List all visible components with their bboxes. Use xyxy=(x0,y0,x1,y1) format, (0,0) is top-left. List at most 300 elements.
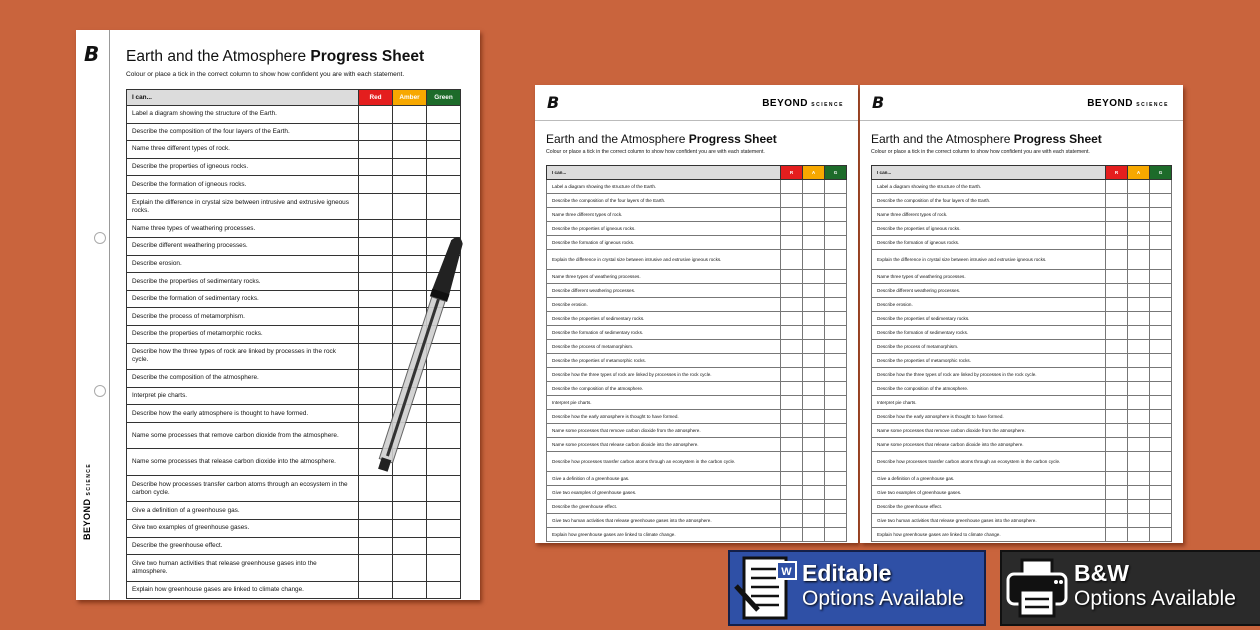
confidence-cell[interactable] xyxy=(1128,236,1150,250)
table-row xyxy=(547,396,847,410)
table-row xyxy=(127,502,461,520)
confidence-cell[interactable] xyxy=(825,326,847,340)
confidence-cell[interactable] xyxy=(1106,382,1128,396)
confidence-cell[interactable] xyxy=(1150,312,1172,326)
confidence-cell[interactable] xyxy=(1128,368,1150,382)
confidence-cell[interactable] xyxy=(1150,298,1172,312)
confidence-cell[interactable] xyxy=(1106,396,1128,410)
punch-hole xyxy=(94,385,106,397)
progress-table xyxy=(546,165,847,542)
confidence-cell[interactable] xyxy=(803,340,825,354)
table-row xyxy=(127,537,461,555)
statement-cell: Describe the greenhouse effect. xyxy=(872,500,1106,514)
brand-name: BEYOND SCIENCE xyxy=(1087,98,1169,109)
table-row xyxy=(127,176,461,194)
confidence-cell[interactable] xyxy=(1106,340,1128,354)
table-row xyxy=(872,472,1172,486)
table-row xyxy=(547,438,847,452)
confidence-cell[interactable] xyxy=(359,537,393,555)
col-header-a: A xyxy=(1128,166,1150,180)
confidence-cell[interactable] xyxy=(781,298,803,312)
confidence-cell[interactable] xyxy=(825,208,847,222)
word-badge: W xyxy=(781,566,792,578)
confidence-cell[interactable] xyxy=(1128,194,1150,208)
confidence-cell[interactable] xyxy=(825,354,847,368)
confidence-cell[interactable] xyxy=(803,500,825,514)
confidence-cell[interactable] xyxy=(803,452,825,472)
confidence-cell[interactable] xyxy=(803,396,825,410)
confidence-cell[interactable] xyxy=(825,396,847,410)
confidence-cell[interactable] xyxy=(1128,354,1150,368)
statement-cell: Name three different types of rock. xyxy=(127,141,359,159)
confidence-cell[interactable] xyxy=(803,472,825,486)
confidence-cell[interactable] xyxy=(803,410,825,424)
confidence-cell[interactable] xyxy=(781,472,803,486)
statement-cell: Describe the composition of the atmosphere. xyxy=(127,370,359,388)
confidence-cell[interactable] xyxy=(803,354,825,368)
statement-cell: Describe the greenhouse effect. xyxy=(547,500,781,514)
statement-cell: Explain the difference in crystal size between intrusive and extrusive igneous rocks. xyxy=(872,250,1106,270)
table-row xyxy=(872,396,1172,410)
statement-cell: Label a diagram showing the structure of the Earth. xyxy=(547,180,781,194)
confidence-cell[interactable] xyxy=(825,284,847,298)
col-header-g: G xyxy=(1150,166,1172,180)
confidence-cell[interactable] xyxy=(1150,410,1172,424)
confidence-cell[interactable] xyxy=(1128,298,1150,312)
statement-cell: Give a definition of a greenhouse gas. xyxy=(872,472,1106,486)
confidence-cell[interactable] xyxy=(781,438,803,452)
table-row xyxy=(872,528,1172,542)
table-row xyxy=(872,298,1172,312)
confidence-cell[interactable] xyxy=(393,123,427,141)
confidence-cell[interactable] xyxy=(1106,236,1128,250)
confidence-cell[interactable] xyxy=(1128,424,1150,438)
confidence-cell[interactable] xyxy=(803,270,825,284)
table-row xyxy=(872,312,1172,326)
table-row xyxy=(872,284,1172,298)
confidence-cell[interactable] xyxy=(1128,250,1150,270)
confidence-cell[interactable] xyxy=(825,472,847,486)
table-row xyxy=(127,555,461,582)
confidence-cell[interactable] xyxy=(781,452,803,472)
confidence-cell[interactable] xyxy=(1106,298,1128,312)
confidence-cell[interactable] xyxy=(393,520,427,538)
col-header-r: Red xyxy=(359,90,393,106)
confidence-cell[interactable] xyxy=(1150,472,1172,486)
confidence-cell[interactable] xyxy=(803,424,825,438)
confidence-cell[interactable] xyxy=(1106,452,1128,472)
statement-cell: Describe how processes transfer carbon atoms through an ecosystem in the carbon cycle. xyxy=(547,452,781,472)
confidence-cell[interactable] xyxy=(393,555,427,582)
confidence-cell[interactable] xyxy=(803,368,825,382)
table-row xyxy=(872,340,1172,354)
table-row xyxy=(547,222,847,236)
confidence-cell[interactable] xyxy=(781,410,803,424)
confidence-cell[interactable] xyxy=(427,555,461,582)
confidence-cell[interactable] xyxy=(1128,270,1150,284)
confidence-cell[interactable] xyxy=(825,298,847,312)
confidence-cell[interactable] xyxy=(803,528,825,542)
confidence-cell[interactable] xyxy=(1150,236,1172,250)
confidence-cell[interactable] xyxy=(1128,472,1150,486)
statement-cell: Describe how the early atmosphere is thought to have formed. xyxy=(127,405,359,423)
statement-cell: Name some processes that remove carbon dioxide from the atmosphere. xyxy=(127,422,359,449)
beyond-logo: B xyxy=(84,42,100,66)
statement-cell: Describe the process of metamorphism. xyxy=(127,308,359,326)
confidence-cell[interactable] xyxy=(825,222,847,236)
confidence-cell[interactable] xyxy=(781,396,803,410)
confidence-cell[interactable] xyxy=(393,176,427,194)
confidence-cell[interactable] xyxy=(1150,354,1172,368)
statement-cell: Name some processes that release carbon dioxide into the atmosphere. xyxy=(872,438,1106,452)
confidence-cell[interactable] xyxy=(781,236,803,250)
table-row xyxy=(872,326,1172,340)
confidence-cell[interactable] xyxy=(781,368,803,382)
confidence-cell[interactable] xyxy=(1128,222,1150,236)
confidence-cell[interactable] xyxy=(427,193,461,220)
statement-cell: Give two examples of greenhouse gases. xyxy=(127,520,359,538)
confidence-cell[interactable] xyxy=(825,194,847,208)
confidence-cell[interactable] xyxy=(359,581,393,599)
confidence-cell[interactable] xyxy=(1150,500,1172,514)
confidence-cell[interactable] xyxy=(825,438,847,452)
table-row xyxy=(547,354,847,368)
confidence-cell[interactable] xyxy=(1106,354,1128,368)
table-row xyxy=(547,312,847,326)
confidence-cell[interactable] xyxy=(1150,514,1172,528)
editable-options-banner[interactable] xyxy=(728,550,986,626)
confidence-cell[interactable] xyxy=(1150,208,1172,222)
table-row xyxy=(872,368,1172,382)
confidence-cell[interactable] xyxy=(1150,438,1172,452)
confidence-cell[interactable] xyxy=(825,500,847,514)
statement-cell: Name some processes that remove carbon dioxide from the atmosphere. xyxy=(872,424,1106,438)
confidence-cell[interactable] xyxy=(1106,284,1128,298)
statement-cell: Give two human activities that release greenhouse gases into the atmosphere. xyxy=(127,555,359,582)
confidence-cell[interactable] xyxy=(1106,180,1128,194)
beyond-logo: B xyxy=(872,93,885,112)
confidence-cell[interactable] xyxy=(825,340,847,354)
confidence-cell[interactable] xyxy=(393,141,427,159)
pen-icon xyxy=(345,230,475,500)
statement-cell: Describe the properties of sedimentary rocks. xyxy=(872,312,1106,326)
confidence-cell[interactable] xyxy=(825,236,847,250)
confidence-cell[interactable] xyxy=(359,502,393,520)
confidence-cell[interactable] xyxy=(803,208,825,222)
statement-cell: Describe the formation of sedimentary rocks. xyxy=(127,290,359,308)
statement-cell: Describe the properties of igneous rocks. xyxy=(547,222,781,236)
confidence-cell[interactable] xyxy=(1106,410,1128,424)
statement-cell: Describe the formation of sedimentary rocks. xyxy=(547,326,781,340)
statement-cell: Give two examples of greenhouse gases. xyxy=(547,486,781,500)
table-row xyxy=(127,106,461,124)
progress-table xyxy=(871,165,1172,542)
confidence-cell[interactable] xyxy=(1128,180,1150,194)
statement-cell: Describe the formation of igneous rocks. xyxy=(872,236,1106,250)
confidence-cell[interactable] xyxy=(359,106,393,124)
confidence-cell[interactable] xyxy=(1150,180,1172,194)
confidence-cell[interactable] xyxy=(803,250,825,270)
worksheet-preview-landscape-left xyxy=(535,85,858,543)
confidence-cell[interactable] xyxy=(393,502,427,520)
table-header-row xyxy=(127,90,461,106)
confidence-cell[interactable] xyxy=(359,555,393,582)
confidence-cell[interactable] xyxy=(393,106,427,124)
confidence-cell[interactable] xyxy=(1106,368,1128,382)
confidence-cell[interactable] xyxy=(359,123,393,141)
confidence-cell[interactable] xyxy=(781,354,803,368)
table-row xyxy=(547,208,847,222)
confidence-cell[interactable] xyxy=(427,502,461,520)
confidence-cell[interactable] xyxy=(803,222,825,236)
confidence-cell[interactable] xyxy=(825,486,847,500)
confidence-cell[interactable] xyxy=(1150,528,1172,542)
col-header-g: Green xyxy=(427,90,461,106)
confidence-cell[interactable] xyxy=(803,486,825,500)
confidence-cell[interactable] xyxy=(1150,250,1172,270)
table-row xyxy=(547,368,847,382)
confidence-cell[interactable] xyxy=(427,520,461,538)
confidence-cell[interactable] xyxy=(1128,528,1150,542)
table-header-row xyxy=(872,166,1172,180)
confidence-cell[interactable] xyxy=(1128,326,1150,340)
confidence-cell[interactable] xyxy=(393,537,427,555)
confidence-cell[interactable] xyxy=(1128,514,1150,528)
confidence-cell[interactable] xyxy=(1150,382,1172,396)
confidence-cell[interactable] xyxy=(781,284,803,298)
confidence-cell[interactable] xyxy=(825,368,847,382)
bw-title: B&W xyxy=(1074,560,1129,586)
col-header-i-can: I can... xyxy=(872,166,1106,180)
statement-cell: Describe the process of metamorphism. xyxy=(547,340,781,354)
confidence-cell[interactable] xyxy=(825,528,847,542)
confidence-cell[interactable] xyxy=(803,180,825,194)
confidence-cell[interactable] xyxy=(1106,222,1128,236)
confidence-cell[interactable] xyxy=(825,250,847,270)
col-header-r: R xyxy=(781,166,803,180)
confidence-cell[interactable] xyxy=(1106,312,1128,326)
statement-cell: Give two examples of greenhouse gases. xyxy=(872,486,1106,500)
confidence-cell[interactable] xyxy=(825,452,847,472)
confidence-cell[interactable] xyxy=(781,312,803,326)
confidence-cell[interactable] xyxy=(1128,410,1150,424)
statement-cell: Describe the formation of igneous rocks. xyxy=(547,236,781,250)
confidence-cell[interactable] xyxy=(427,141,461,159)
confidence-cell[interactable] xyxy=(825,410,847,424)
confidence-cell[interactable] xyxy=(1106,326,1128,340)
statement-cell: Explain the difference in crystal size between intrusive and extrusive igneous rocks. xyxy=(127,193,359,220)
margin-line xyxy=(109,30,110,600)
table-row xyxy=(547,340,847,354)
statement-cell: Describe the formation of sedimentary rocks. xyxy=(872,326,1106,340)
confidence-cell[interactable] xyxy=(781,326,803,340)
sheet-header xyxy=(860,85,1183,121)
confidence-cell[interactable] xyxy=(1150,222,1172,236)
table-row xyxy=(872,180,1172,194)
confidence-cell[interactable] xyxy=(825,382,847,396)
statement-cell: Describe how the early atmosphere is thought to have formed. xyxy=(872,410,1106,424)
confidence-cell[interactable] xyxy=(803,438,825,452)
confidence-cell[interactable] xyxy=(825,270,847,284)
confidence-cell[interactable] xyxy=(781,500,803,514)
confidence-cell[interactable] xyxy=(359,176,393,194)
confidence-cell[interactable] xyxy=(393,158,427,176)
confidence-cell[interactable] xyxy=(781,514,803,528)
statement-cell: Explain the difference in crystal size between intrusive and extrusive igneous rocks. xyxy=(547,250,781,270)
confidence-cell[interactable] xyxy=(1128,382,1150,396)
confidence-cell[interactable] xyxy=(1128,208,1150,222)
confidence-cell[interactable] xyxy=(1150,396,1172,410)
confidence-cell[interactable] xyxy=(825,424,847,438)
confidence-cell[interactable] xyxy=(1150,194,1172,208)
confidence-cell[interactable] xyxy=(1128,312,1150,326)
statement-cell: Interpret pie charts. xyxy=(547,396,781,410)
confidence-cell[interactable] xyxy=(1150,270,1172,284)
confidence-cell[interactable] xyxy=(781,486,803,500)
confidence-cell[interactable] xyxy=(1106,500,1128,514)
table-row xyxy=(547,528,847,542)
confidence-cell[interactable] xyxy=(781,270,803,284)
confidence-cell[interactable] xyxy=(1128,438,1150,452)
editable-document-icon xyxy=(732,554,800,624)
confidence-cell[interactable] xyxy=(359,141,393,159)
table-row xyxy=(547,472,847,486)
statement-cell: Describe erosion. xyxy=(547,298,781,312)
confidence-cell[interactable] xyxy=(1150,368,1172,382)
confidence-cell[interactable] xyxy=(1150,284,1172,298)
statement-cell: Name three types of weathering processes. xyxy=(127,220,359,238)
table-row xyxy=(872,208,1172,222)
confidence-cell[interactable] xyxy=(1106,424,1128,438)
statement-cell: Describe the properties of sedimentary rocks. xyxy=(127,273,359,291)
confidence-cell[interactable] xyxy=(781,180,803,194)
col-header-i-can: I can... xyxy=(547,166,781,180)
confidence-cell[interactable] xyxy=(803,236,825,250)
confidence-cell[interactable] xyxy=(781,340,803,354)
col-header-r: R xyxy=(1106,166,1128,180)
bw-options-banner[interactable] xyxy=(1000,550,1260,626)
confidence-cell[interactable] xyxy=(825,514,847,528)
confidence-cell[interactable] xyxy=(1128,396,1150,410)
confidence-cell[interactable] xyxy=(1128,500,1150,514)
page-title: Earth and the Atmosphere Progress Sheet xyxy=(546,132,777,146)
statement-cell: Name three different types of rock. xyxy=(547,208,781,222)
confidence-cell[interactable] xyxy=(427,176,461,194)
table-row xyxy=(127,123,461,141)
confidence-cell[interactable] xyxy=(1106,194,1128,208)
table-row xyxy=(547,194,847,208)
statement-cell: Describe how the early atmosphere is thought to have formed. xyxy=(547,410,781,424)
confidence-cell[interactable] xyxy=(803,514,825,528)
confidence-cell[interactable] xyxy=(1106,486,1128,500)
table-row xyxy=(872,438,1172,452)
instructions: Colour or place a tick in the correct column to show how confident you are with each statement. xyxy=(546,149,765,155)
confidence-cell[interactable] xyxy=(393,193,427,220)
table-row xyxy=(547,284,847,298)
confidence-cell[interactable] xyxy=(1106,528,1128,542)
statement-cell: Name some processes that release carbon dioxide into the atmosphere. xyxy=(547,438,781,452)
table-row xyxy=(547,270,847,284)
confidence-cell[interactable] xyxy=(393,581,427,599)
statement-cell: Name three types of weathering processes. xyxy=(872,270,1106,284)
statement-cell: Describe the composition of the four layers of the Earth. xyxy=(127,123,359,141)
confidence-cell[interactable] xyxy=(1150,424,1172,438)
table-row xyxy=(127,581,461,599)
confidence-cell[interactable] xyxy=(359,193,393,220)
statement-cell: Explain how greenhouse gases are linked to climate change. xyxy=(127,581,359,599)
confidence-cell[interactable] xyxy=(359,520,393,538)
confidence-cell[interactable] xyxy=(781,208,803,222)
confidence-cell[interactable] xyxy=(427,537,461,555)
confidence-cell[interactable] xyxy=(803,298,825,312)
confidence-cell[interactable] xyxy=(1106,438,1128,452)
confidence-cell[interactable] xyxy=(427,158,461,176)
confidence-cell[interactable] xyxy=(1106,270,1128,284)
statement-cell: Describe the properties of igneous rocks. xyxy=(127,158,359,176)
confidence-cell[interactable] xyxy=(427,581,461,599)
confidence-cell[interactable] xyxy=(803,194,825,208)
confidence-cell[interactable] xyxy=(1128,284,1150,298)
confidence-cell[interactable] xyxy=(1128,486,1150,500)
statement-cell: Give two human activities that release greenhouse gases into the atmosphere. xyxy=(547,514,781,528)
confidence-cell[interactable] xyxy=(1106,514,1128,528)
statement-cell: Describe the properties of metamorphic rocks. xyxy=(127,326,359,344)
statement-cell: Describe how the three types of rock are linked by processes in the rock cycle. xyxy=(547,368,781,382)
table-row xyxy=(872,486,1172,500)
statement-cell: Explain how greenhouse gases are linked to climate change. xyxy=(547,528,781,542)
confidence-cell[interactable] xyxy=(1128,340,1150,354)
confidence-cell[interactable] xyxy=(781,222,803,236)
statement-cell: Describe the properties of igneous rocks. xyxy=(872,222,1106,236)
table-row xyxy=(872,354,1172,368)
confidence-cell[interactable] xyxy=(781,424,803,438)
confidence-cell[interactable] xyxy=(781,528,803,542)
confidence-cell[interactable] xyxy=(1128,452,1150,472)
statement-cell: Give a definition of a greenhouse gas. xyxy=(547,472,781,486)
confidence-cell[interactable] xyxy=(781,194,803,208)
confidence-cell[interactable] xyxy=(1106,208,1128,222)
table-row xyxy=(872,270,1172,284)
table-row xyxy=(547,180,847,194)
confidence-cell[interactable] xyxy=(1150,486,1172,500)
confidence-cell[interactable] xyxy=(825,180,847,194)
confidence-cell[interactable] xyxy=(781,382,803,396)
confidence-cell[interactable] xyxy=(1150,452,1172,472)
confidence-cell[interactable] xyxy=(803,382,825,396)
confidence-cell[interactable] xyxy=(1106,472,1128,486)
confidence-cell[interactable] xyxy=(803,312,825,326)
statement-cell: Label a diagram showing the structure of the Earth. xyxy=(872,180,1106,194)
table-header-row xyxy=(547,166,847,180)
confidence-cell[interactable] xyxy=(1150,340,1172,354)
confidence-cell[interactable] xyxy=(781,250,803,270)
confidence-cell[interactable] xyxy=(427,123,461,141)
table-row xyxy=(547,410,847,424)
table-row xyxy=(127,141,461,159)
confidence-cell[interactable] xyxy=(359,158,393,176)
instructions: Colour or place a tick in the correct column to show how confident you are with each statement. xyxy=(871,149,1090,155)
statement-cell: Describe how the three types of rock are linked by processes in the rock cycle. xyxy=(872,368,1106,382)
confidence-cell[interactable] xyxy=(803,284,825,298)
confidence-cell[interactable] xyxy=(803,326,825,340)
confidence-cell[interactable] xyxy=(825,312,847,326)
table-row xyxy=(547,382,847,396)
confidence-cell[interactable] xyxy=(427,106,461,124)
statement-cell: Name three different types of rock. xyxy=(872,208,1106,222)
table-row xyxy=(872,222,1172,236)
confidence-cell[interactable] xyxy=(1106,250,1128,270)
confidence-cell[interactable] xyxy=(1150,326,1172,340)
